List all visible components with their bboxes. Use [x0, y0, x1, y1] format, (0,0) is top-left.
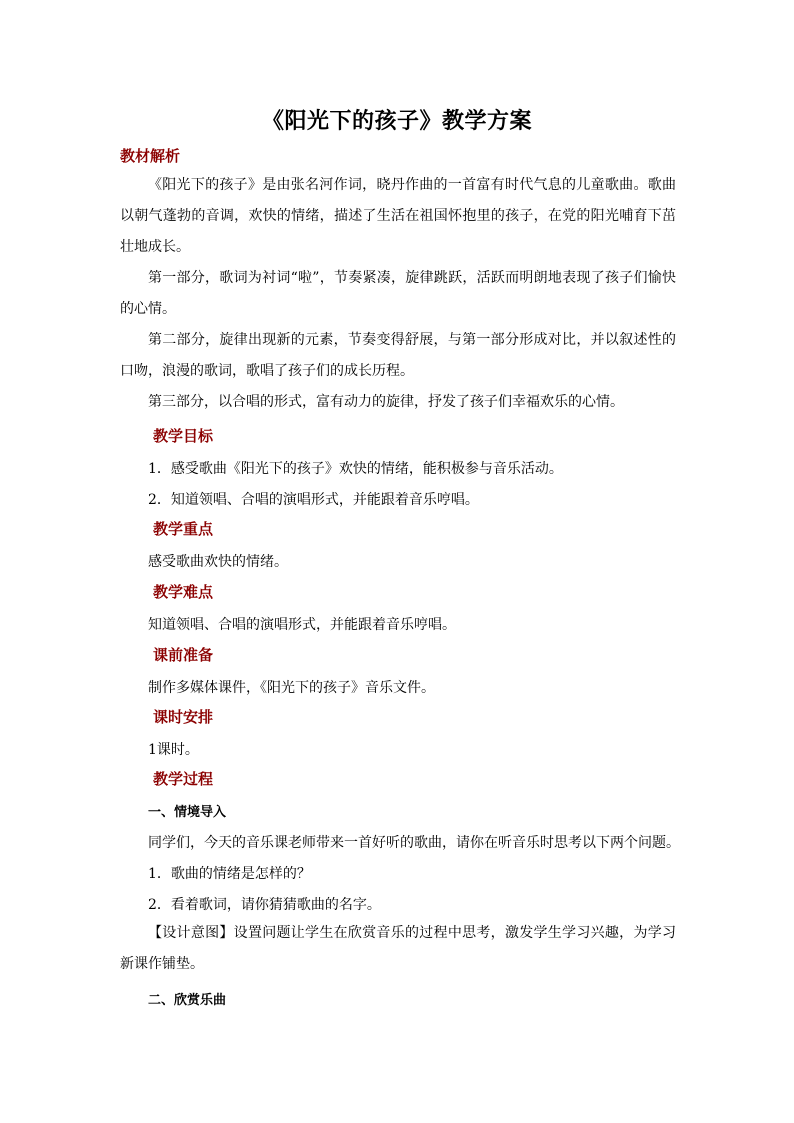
paragraph-analysis-part2: 第二部分，旋律出现新的元素，节奏变得舒展，与第一部分形成对比，并以叙述性的口吻，浪漫的歌词，歌唱了孩子们的成长历程。 — [120, 332, 676, 379]
situation-intro-text: 同学们，今天的音乐课老师带来一首好听的歌曲，请你在听音乐时思考以下两个问题。 — [148, 835, 680, 851]
goal-item-2: 2．知道领唱、合唱的演唱形式，并能跟着音乐哼唱。 — [148, 492, 479, 508]
paragraph-analysis-intro: 《阳光下的孩子》是由张名河作词，晓丹作曲的一首富有时代气息的儿童歌曲。歌曲以朝气蓬勃的音调，欢快的情绪，描述了生活在祖国怀抱里的孩子，在党的阳光哺育下茁壮地成长。 — [120, 177, 676, 255]
heading-teaching-difficulty: 教学难点 — [153, 583, 214, 601]
question-1: 1．歌曲的情绪是怎样的？ — [148, 866, 311, 882]
heading-material-analysis: 教材解析 — [120, 147, 181, 165]
teaching-difficulty-text: 知道领唱、合唱的演唱形式，并能跟着音乐哼唱。 — [148, 617, 456, 633]
paragraph-analysis-part3: 第三部分，以合唱的形式，富有动力的旋律，抒发了孩子们幸福欢乐的心情。 — [148, 394, 624, 410]
design-intent-paragraph: 【设计意图】设置问题让学生在欣赏音乐的过程中思考，激发学生学习兴趣，为学习新课作铺垫。 — [120, 925, 676, 972]
class-preparation-text: 制作多媒体课件，《阳光下的孩子》音乐文件。 — [148, 680, 435, 696]
heading-music-appreciation: 二、欣赏乐曲 — [148, 993, 227, 1008]
heading-teaching-key: 教学重点 — [153, 520, 214, 538]
heading-teaching-process: 教学过程 — [153, 770, 214, 788]
paragraph-analysis-part1: 第一部分，歌词为衬词“啦”，节奏紧凑，旋律跳跃，活跃而明朗地表现了孩子们愉快的心情。 — [120, 270, 676, 317]
goal-item-1: 1．感受歌曲《阳光下的孩子》欢快的情绪，能积极参与音乐活动。 — [148, 461, 563, 477]
question-2: 2．看着歌词，请你猜猜歌曲的名字。 — [148, 897, 381, 913]
teaching-key-text: 感受歌曲欢快的情绪。 — [148, 554, 288, 570]
heading-class-schedule: 课时安排 — [153, 708, 214, 726]
heading-situation-intro: 一、情境导入 — [148, 805, 227, 820]
heading-teaching-goals: 教学目标 — [153, 427, 214, 445]
class-schedule-text: 1课时。 — [148, 742, 199, 758]
heading-class-preparation: 课前准备 — [153, 646, 214, 664]
document-title: 《阳光下的孩子》教学方案 — [261, 108, 532, 134]
